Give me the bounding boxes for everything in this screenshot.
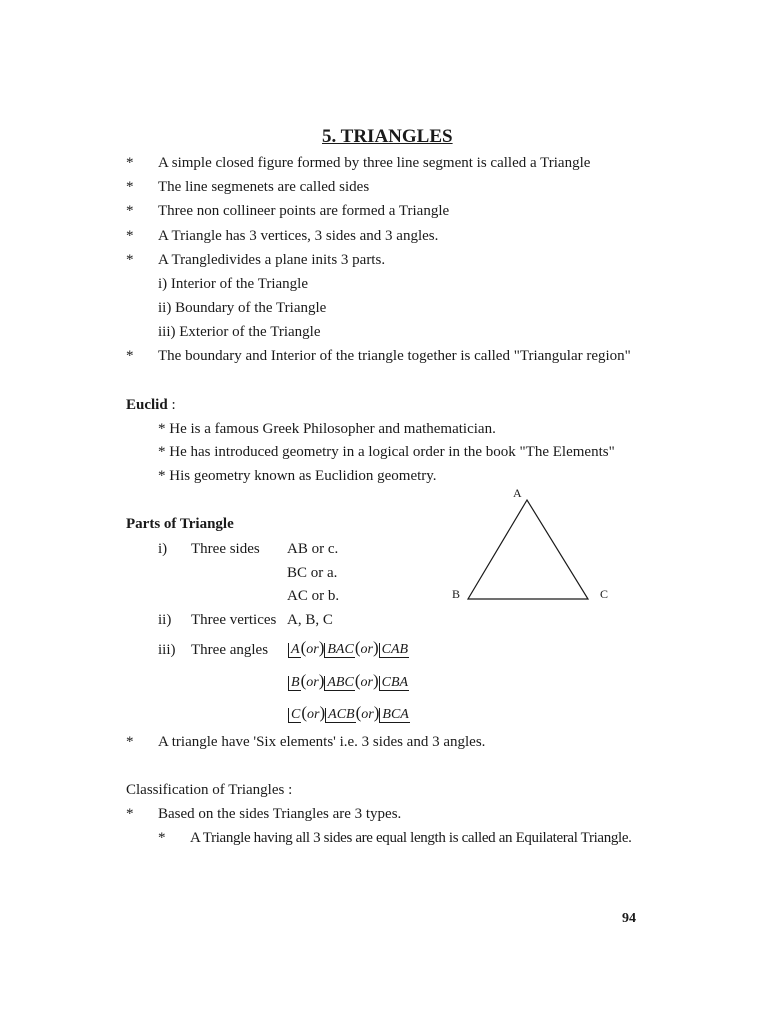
classification-line: A Triangle having all 3 sides are equal length is called an Equilateral Triangle.	[190, 830, 632, 846]
parts-heading: Parts of Triangle	[126, 516, 234, 532]
angle-symbol: BAC	[324, 643, 354, 658]
vertex-label-a: A	[513, 486, 522, 500]
angle-symbol: C	[288, 708, 301, 723]
or-word: or	[306, 642, 319, 657]
bullet-marker: *	[126, 228, 134, 244]
vertices-number: ii)	[158, 612, 172, 628]
or-word: or	[307, 707, 320, 722]
or-word: or	[360, 675, 373, 690]
angles-label: Three angles	[191, 642, 269, 658]
intro-line: A Triangle has 3 vertices, 3 sides and 3 angles.	[158, 228, 439, 244]
euclid-heading-label: Euclid	[126, 397, 168, 413]
or-word: or	[360, 642, 373, 657]
euclid-line: * His geometry known as Euclidion geometry.	[158, 468, 437, 484]
angle-symbol: ABC	[324, 676, 354, 691]
plane-part: iii) Exterior of the Triangle	[158, 324, 321, 340]
region-note: The boundary and Interior of the triangle together is called "Triangular region"	[158, 348, 631, 364]
bullet-marker: *	[126, 203, 134, 219]
plane-part: i) Interior of the Triangle	[158, 276, 308, 292]
vertices-label: Three vertices	[191, 612, 277, 628]
side-value: AC or b.	[287, 588, 340, 604]
sides-label: Three sides	[191, 541, 260, 557]
vertices-value: A, B, C	[287, 612, 333, 628]
bullet-marker: *	[126, 348, 134, 364]
intro-line: A Trangledivides a plane inits 3 parts.	[158, 252, 386, 268]
angles-number: iii)	[158, 642, 176, 658]
or-word: or	[306, 675, 319, 690]
plane-part: ii) Boundary of the Triangle	[158, 300, 327, 316]
angle-row: A(or) BAC(or) CAB	[288, 639, 409, 659]
euclid-heading-colon: :	[171, 397, 176, 413]
bullet-marker: *	[126, 806, 134, 822]
angle-row: C(or) ACB(or) BCA	[288, 704, 410, 724]
vertex-label-b: B	[452, 587, 461, 601]
euclid-line: * He has introduced geometry in a logical order in the book "The Elements"	[158, 444, 615, 460]
angle-symbol: B	[288, 676, 301, 691]
page-title: 5. TRIANGLES	[322, 126, 453, 147]
intro-line: The line segmenets are called sides	[158, 179, 370, 195]
vertex-label-c: C	[600, 587, 609, 601]
intro-line: A simple closed figure formed by three line segment is called a Triangle	[158, 155, 591, 171]
side-value: BC or a.	[287, 565, 338, 581]
bullet-marker: *	[126, 155, 134, 171]
angle-symbol: CBA	[379, 676, 409, 691]
six-elements-note: A triangle have 'Six elements' i.e. 3 sides and 3 angles.	[158, 734, 486, 750]
classification-line: Based on the sides Triangles are 3 types.	[158, 806, 402, 822]
angle-symbol: ACB	[325, 708, 355, 723]
angle-row: B(or) ABC(or) CBA	[288, 672, 409, 692]
triangle-shape	[468, 500, 588, 599]
euclid-heading	[126, 396, 176, 414]
intro-line: Three non collineer points are formed a Triangle	[158, 203, 450, 219]
euclid-line: * He is a famous Greek Philosopher and mathematician.	[158, 421, 496, 437]
triangle-diagram	[440, 480, 620, 610]
bullet-marker: *	[126, 179, 134, 195]
side-value: AB or c.	[287, 541, 339, 557]
angle-symbol: CAB	[379, 643, 409, 658]
classification-heading: Classification of Triangles :	[126, 782, 293, 798]
bullet-marker: *	[126, 252, 134, 268]
angle-symbol: A	[288, 643, 301, 658]
bullet-marker: *	[158, 830, 166, 846]
or-word: or	[361, 707, 374, 722]
page-number: 94	[622, 911, 636, 926]
bullet-marker: *	[126, 734, 134, 750]
sides-number: i)	[158, 541, 168, 557]
angle-symbol: BCA	[379, 708, 409, 723]
